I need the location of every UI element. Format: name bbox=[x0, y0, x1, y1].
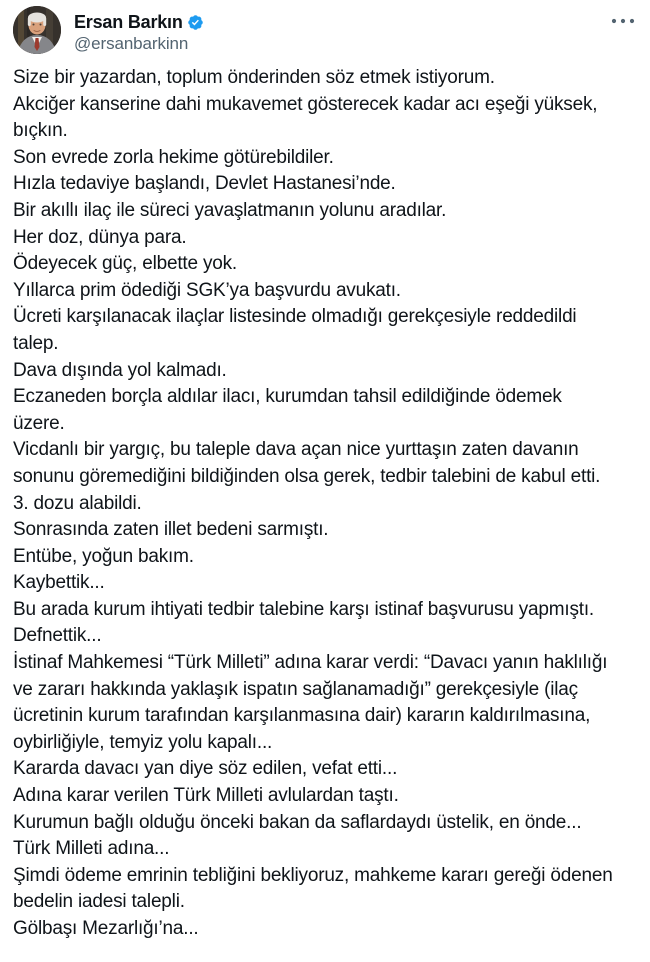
tweet-text-line: bedelin iadesi talepli. bbox=[13, 891, 185, 913]
author-names bbox=[74, 6, 204, 54]
author-row bbox=[13, 6, 637, 54]
tweet-text-line: Kararda davacı yan diye söz edilen, vefat etti... bbox=[13, 758, 398, 780]
tweet-text-line: Vicdanlı bir yargıç, bu taleple dava açan nice yurttaşın zaten davanın bbox=[13, 439, 579, 461]
tweet-text-line: Adına karar verilen Türk Milleti avlulardan taştı. bbox=[13, 785, 399, 807]
tweet-text-line: Size bir yazardan, toplum önderinden söz etmek istiyorum. bbox=[13, 67, 495, 88]
ellipsis-icon bbox=[611, 18, 635, 24]
display-name[interactable]: Ersan Barkın bbox=[74, 12, 183, 32]
tweet-text-line: Ücreti karşılanacak ilaçlar listesinde olmadığı gerekçesiyle reddedildi bbox=[13, 306, 577, 328]
tweet-text-line: Bir akıllı ilaç ile süreci yavaşlatmanın yolunu aradılar. bbox=[13, 199, 447, 221]
tweet-text-line: ve zararı hakkında yaklaşık ispatın sağlanamadığı” gerekçesiyle (ilaç bbox=[13, 678, 578, 700]
tweet-text bbox=[13, 65, 637, 943]
tweet-text-line: 3. dozu alabildi. bbox=[13, 492, 142, 514]
tweet-text-line: Dava dışında yol kalmadı. bbox=[13, 359, 227, 381]
tweet-text-line: Defnettik... bbox=[13, 625, 102, 647]
tweet-text-line: Eczaneden borçla aldılar ilacı, kurumdan tahsil edildiğinde ödemek bbox=[13, 386, 562, 408]
tweet-text-line: sonunu göremediğini bildiğinden olsa gerek, tedbir talebini de kabul etti. bbox=[13, 465, 601, 487]
profile-photo bbox=[13, 6, 61, 54]
tweet-text-line: oybirliğiyle, temyiz yolu kapalı... bbox=[13, 731, 273, 753]
tweet-text-line: üzere. bbox=[13, 412, 65, 434]
tweet-text-line: Türk Milleti adına... bbox=[13, 838, 170, 860]
avatar[interactable] bbox=[13, 6, 61, 54]
tweet-text-line: bıçkın. bbox=[13, 120, 68, 142]
tweet-text-line: Hızla tedaviye başlandı, Devlet Hastanesi’nde. bbox=[13, 173, 396, 195]
tweet-text-line: Şimdi ödeme emrinin tebliğini bekliyoruz, mahkeme kararı gereği ödenen bbox=[13, 864, 613, 886]
tweet-text-line: Entübe, yoğun bakım. bbox=[13, 545, 194, 567]
more-button[interactable] bbox=[609, 10, 637, 32]
verified-badge-icon bbox=[187, 14, 204, 31]
tweet-text-line: Sonrasında zaten illet bedeni sarmıştı. bbox=[13, 519, 329, 541]
name-row bbox=[74, 11, 204, 33]
tweet-text-line: Son evrede zorla hekime götürebildiler. bbox=[13, 146, 334, 168]
tweet-text-line: İstinaf Mahkemesi “Türk Milleti” adına karar verdi: “Davacı yanın haklılığı bbox=[13, 652, 608, 674]
tweet-text-line: ücretinin kurum tarafından karşılanmasına dair) kararın kaldırılmasına, bbox=[13, 705, 591, 727]
tweet-text-line: Her doz, dünya para. bbox=[13, 226, 187, 248]
tweet-text-line: Bu arada kurum ihtiyati tedbir talebine karşı istinaf başvurusu yapmıştı. bbox=[13, 598, 595, 620]
tweet-text-line: talep. bbox=[13, 332, 59, 354]
user-handle[interactable]: @ersanbarkinn bbox=[74, 34, 189, 53]
tweet-text-line: Ödeyecek güç, elbette yok. bbox=[13, 253, 237, 275]
tweet-text-line: Kaybettik... bbox=[13, 572, 105, 594]
tweet-text-line: Yıllarca prim ödediği SGK’ya başvurdu avukatı. bbox=[13, 279, 401, 301]
tweet-text-line: Gölbaşı Mezarlığı’na... bbox=[13, 918, 199, 939]
tweet-text-line: Akciğer kanserine dahi mukavemet gösterecek kadar acı eşeği yüksek, bbox=[13, 93, 598, 115]
tweet-text-line: Kurumun bağlı olduğu önceki bakan da saflardaydı üstelik, en önde... bbox=[13, 811, 582, 833]
